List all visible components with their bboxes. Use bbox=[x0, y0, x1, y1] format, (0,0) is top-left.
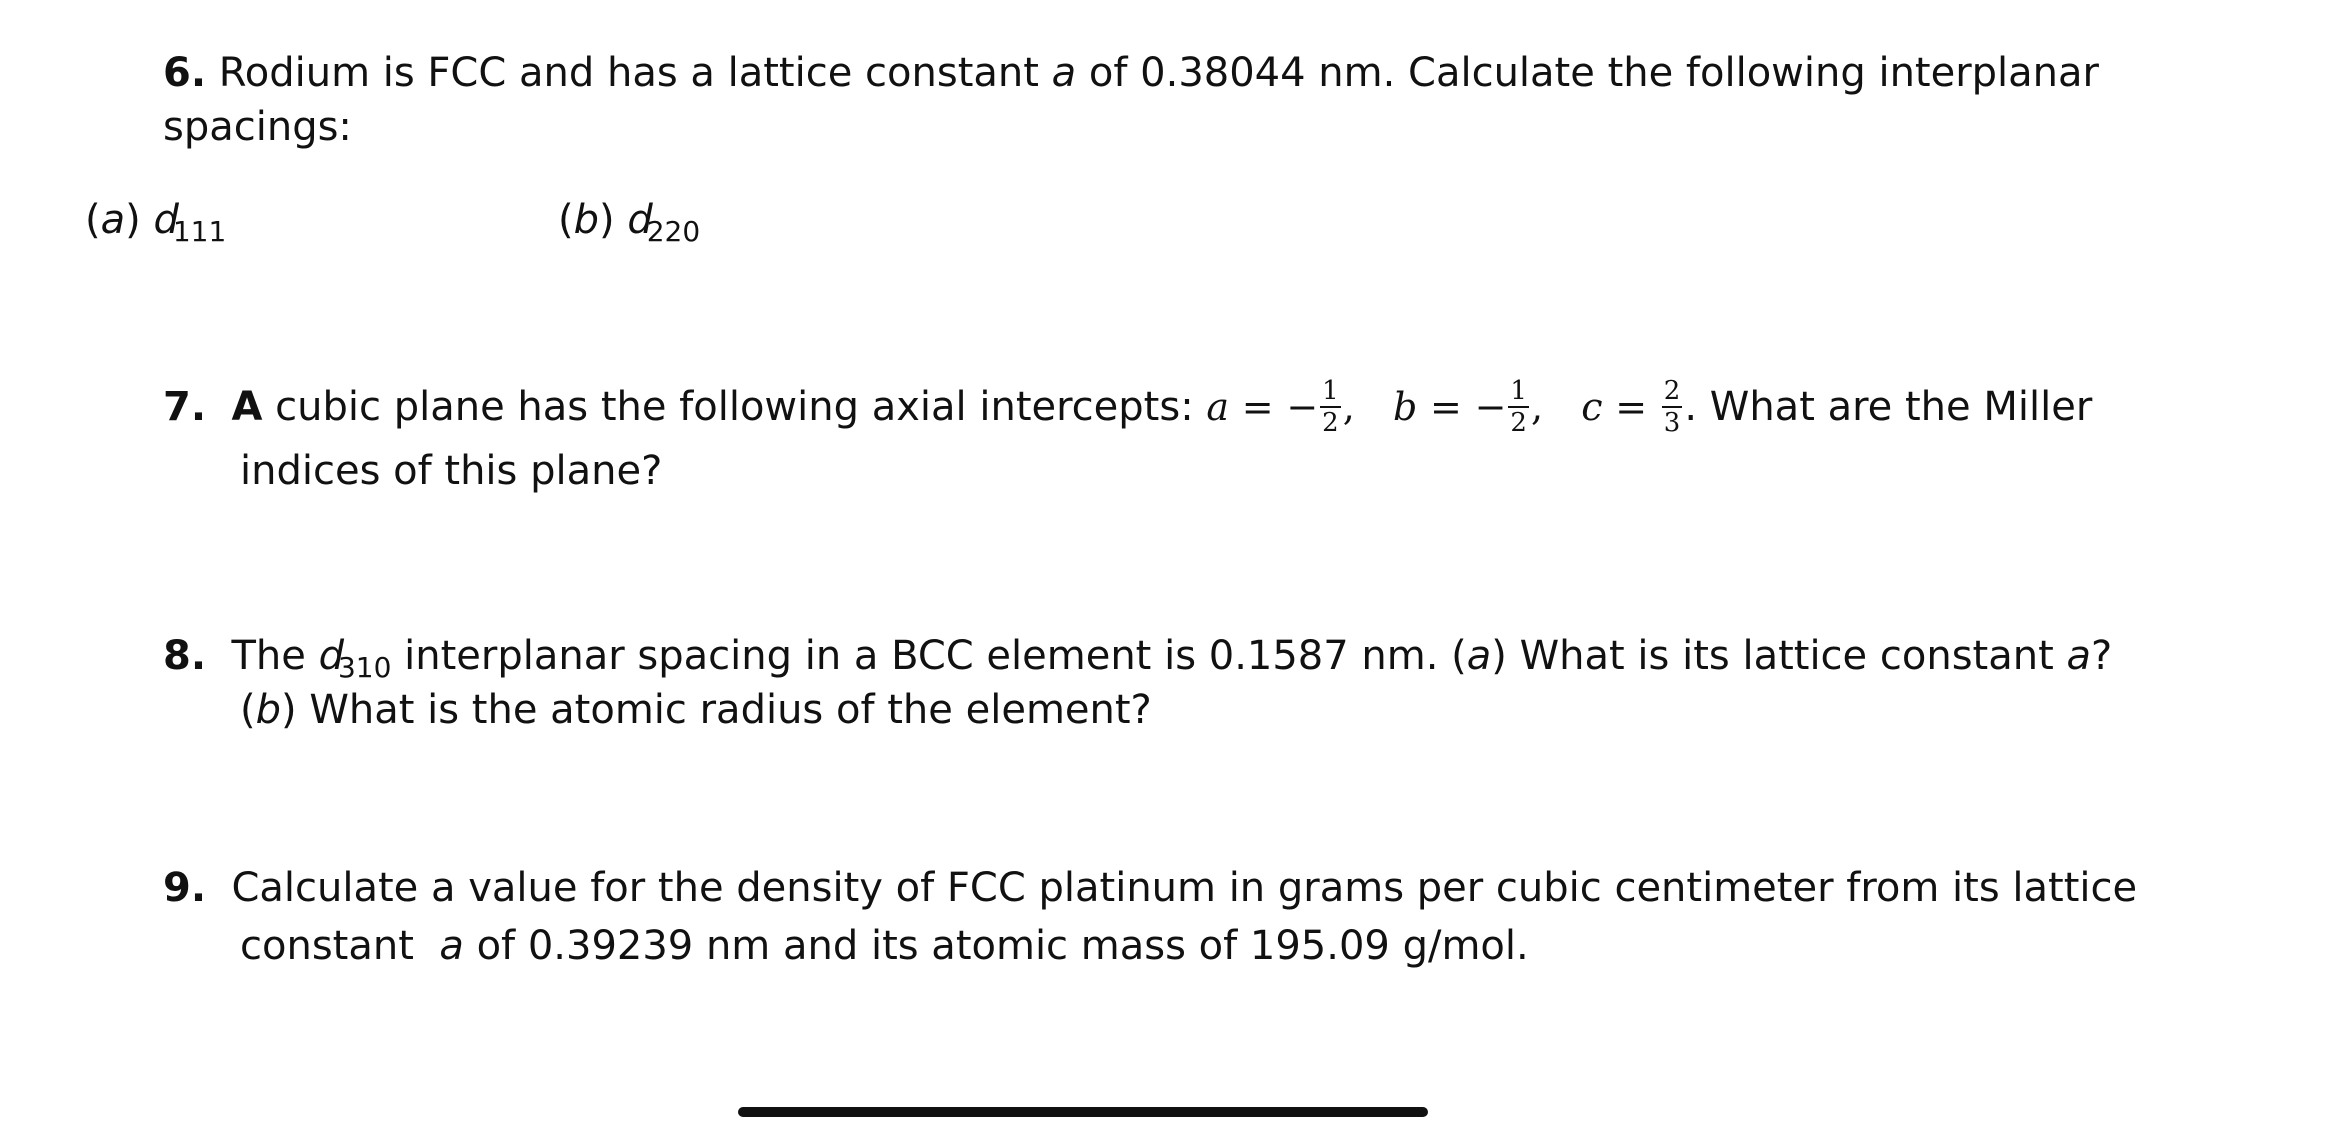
q9-line-2 bbox=[240, 922, 1529, 970]
q6-part-a-open: ( bbox=[85, 197, 101, 243]
q8-text-mid: interplanar spacing in a BCC element is 0.1587 nm. ( bbox=[404, 633, 1467, 679]
q6-part-a-d: d bbox=[153, 197, 179, 243]
q8-d: d bbox=[318, 633, 344, 679]
q6-text-before: Rodium is FCC and has a lattice constant bbox=[218, 50, 1039, 96]
q6-part-b-close: ) bbox=[599, 197, 615, 243]
q7-b-minus: − bbox=[1474, 385, 1507, 429]
q8-var-a: a bbox=[2066, 633, 2091, 679]
q7-b-var: b bbox=[1392, 385, 1418, 429]
q6-part-a-subscript: 111 bbox=[172, 215, 227, 248]
q8-line-1 bbox=[163, 632, 2112, 684]
q8-qmark: ? bbox=[2091, 633, 2113, 679]
q8-subscript: 310 bbox=[337, 651, 392, 684]
q7-bold-word: A bbox=[231, 384, 263, 430]
q6-part-b-d: d bbox=[627, 197, 653, 243]
q7-line-1 bbox=[163, 376, 2093, 438]
q6-number: 6. bbox=[163, 50, 207, 96]
q8-part-b-letter: b bbox=[255, 687, 281, 733]
q6-line-2-text: spacings: bbox=[163, 104, 352, 150]
q8-text-q1: ) What is its lattice constant bbox=[1491, 633, 2054, 679]
q6-part-b-letter: b bbox=[573, 197, 599, 243]
q7-b-comma: , bbox=[1530, 385, 1544, 429]
q7-a-var: a bbox=[1206, 385, 1230, 429]
q8-line-2 bbox=[240, 686, 1152, 734]
q9-line-1-text: Calculate a value for the density of FCC platinum in grams per cubic centimeter from its lattice bbox=[231, 865, 2138, 911]
q8-text-the: The bbox=[231, 633, 306, 679]
q6-text-after: of 0.38044 nm. Calculate the following interplanar bbox=[1088, 50, 2099, 96]
q7-c-denominator: 3 bbox=[1663, 408, 1681, 438]
q7-b-numerator: 1 bbox=[1510, 376, 1527, 406]
q6-part-a-close: ) bbox=[125, 197, 141, 243]
q6-part-a-letter: a bbox=[100, 197, 126, 243]
q7-c-numerator: 2 bbox=[1663, 376, 1681, 406]
q7-a-denominator: 2 bbox=[1322, 408, 1339, 438]
q8-number: 8. bbox=[163, 633, 207, 679]
q6-part-b bbox=[558, 196, 700, 248]
q6-part-b-subscript: 220 bbox=[646, 215, 701, 248]
q8-line-2-open: ( bbox=[240, 687, 256, 733]
q6-line-2 bbox=[163, 103, 352, 151]
q7-c-equals: = bbox=[1615, 385, 1648, 429]
q9-line-2-after: of 0.39239 nm and its atomic mass of 195.09 g/mol. bbox=[476, 923, 1529, 969]
q7-b-denominator: 2 bbox=[1510, 408, 1527, 438]
q7-equation bbox=[1206, 376, 1709, 438]
q7-number: 7. bbox=[163, 384, 207, 430]
q7-a-equals: = bbox=[1241, 385, 1274, 429]
q7-a-numerator: 1 bbox=[1322, 376, 1339, 406]
q7-c-fraction bbox=[1662, 378, 1683, 436]
q9-line-2-before: constant bbox=[240, 923, 414, 969]
q6-var-a: a bbox=[1051, 50, 1077, 96]
q7-a-comma: , bbox=[1342, 385, 1355, 429]
q7-a-fraction bbox=[1320, 378, 1341, 436]
q6-part-b-open: ( bbox=[558, 197, 574, 243]
q8-part-a-letter: a bbox=[1466, 633, 1492, 679]
q7-line-2-text: indices of this plane? bbox=[240, 448, 663, 494]
q7-line-2 bbox=[240, 447, 662, 495]
q7-a-minus: − bbox=[1286, 385, 1319, 429]
home-indicator-bar[interactable] bbox=[738, 1107, 1428, 1117]
q7-text-before: cubic plane has the following axial intercepts: bbox=[275, 384, 1194, 430]
q6-line-1 bbox=[163, 49, 2099, 97]
q9-line-1 bbox=[163, 864, 2137, 912]
q9-number: 9. bbox=[163, 865, 207, 911]
q6-part-a bbox=[85, 196, 226, 248]
q8-line-2-rest: ) What is the atomic radius of the element? bbox=[281, 687, 1152, 733]
q9-var-a: a bbox=[439, 923, 464, 969]
q7-period: . bbox=[1684, 384, 1698, 430]
q7-b-equals: = bbox=[1430, 385, 1462, 429]
q7-b-fraction bbox=[1508, 378, 1529, 436]
q7-text-after: What are the Miller bbox=[1709, 384, 2093, 430]
q7-c-var: c bbox=[1581, 385, 1603, 429]
